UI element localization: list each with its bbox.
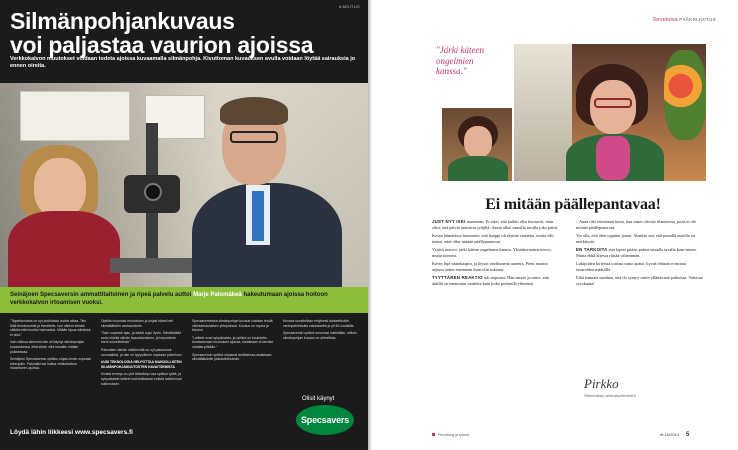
footer-mark-icon <box>432 433 435 436</box>
specsavers-logo: Specsavers <box>296 405 354 435</box>
editorial-paragraph: – Anna olla viimeinen kerta, kun sanot olevasi tilanteessa, jossa ei ole mitään päällepantavaa. <box>576 219 696 230</box>
paragraph-body: että lapset pitäisi pukea samalla tavalla kuin ennen. Mutta ehkä arjessa riittää vähemmän. <box>576 247 697 258</box>
editorial-paragraph: Lukijoiden kirjeissä toistuu sama ajatus: hyvää elämää ei mitata tavaroiden määrällä. <box>576 261 686 272</box>
man-hair <box>220 97 288 125</box>
editor-signature: Pirkko <box>584 376 619 391</box>
ad-paragraph: Specsaversin optikot ohjaavat tarvittaessa asiakkaan silmälääkärille jatkotutkimuksiin. <box>192 352 272 362</box>
footer-credit: Pia leberg ja ryhmä <box>438 433 469 437</box>
store-finder-line: Löydä lähin liikkeesi www.specsavers.fi <box>10 429 133 436</box>
editorial-column-1 <box>432 219 559 289</box>
fundus-camera <box>110 123 195 273</box>
ad-paragraph: Vain viikkoa aiemmin hän oli käynyt silmänpohjan kuvauksessa, eikä silloin ollut havaittu mitään poikkeavaa. <box>10 340 85 354</box>
paragraph-body: masennus. Ei siksi, että kaikki olisi huonosti, vaan siksi, että päivät tuntuivat tyhjiltä. Aamu alkoi samalla tavalla joka päivä. <box>432 219 559 230</box>
page-number: 5 <box>686 432 690 438</box>
editor-portrait-photo <box>514 44 706 181</box>
ad-subheading: UUSI TEKNOLOGIA HELPOTTAA MAHDOLLISTEN SILMÄNPOHJAMUUTOSTEN HAVAITSEMISTA <box>101 360 182 369</box>
editorial-paragraph: Kesän hämärässä huomasin, että kaappi oli täynnä vaatteita, mutta silti tuntui, ettei ollut mitään päällepantavaa. <box>432 233 554 244</box>
issue-number: et 15/2014 <box>660 432 679 437</box>
editorial-paragraph: Kävin läpi vaatekaapin, ja löysin unohtuneita aarteita. Pieni muutos arjessa auttoi enemmän kuin olin uskonut. <box>432 261 549 272</box>
green-band-text <box>10 291 358 307</box>
portrait-window <box>514 44 572 181</box>
headline-line-1: Silmänpohjankuvaus <box>10 8 235 34</box>
portrait-glasses <box>594 98 632 108</box>
portrait-scarf <box>596 136 630 180</box>
editorial-paragraph: Eikä kannata unohtaa, että ilo syntyy usein yllättävistä paikoista. Valoisaa syyskuuta! <box>576 275 703 286</box>
man-glasses <box>230 131 278 143</box>
camera-base <box>110 258 195 273</box>
editor-small-photo <box>442 108 512 181</box>
ad-column-4 <box>283 319 361 343</box>
paragraph-body: tuli nopeasti. Hän nauroi ja sanoi, että äidillä on enemmän vaatteita kuin koko perheellä yhteensä. <box>432 275 549 286</box>
green-band-suffix: hakeutumaan ajoissa hoitoon verkkokalvon irtoamisen vuoksi. <box>10 292 328 306</box>
portrait-flowers <box>664 50 706 140</box>
section-title: Tervetuloa <box>652 17 678 23</box>
green-band-prefix: Seinäjoen Specsaversin ammattitaitoinen ja ripeä palvelu auttoi <box>10 292 192 298</box>
ad-paragraph: Kivistä terveys on yhä tärkeämpi osa optikon työtä, ja nykyaikaiset laitteet mahdollistavat entistä tarkemman tutkimuksen. <box>101 372 182 386</box>
editorial-paragraph <box>432 219 559 230</box>
ad-subhead: Verkkokalvon muutokset voidaan todeta ajoissa kuvaamalla silmänpohja. Kivuttoman kuvauksen avulla voidaan löytää sairauksia jo ennen oireita. <box>10 56 356 69</box>
paragraph-lead: EN TARKOITA <box>576 247 608 252</box>
left-page-advertisement <box>0 0 368 450</box>
editorial-paragraph <box>432 275 559 286</box>
editorial-paragraph: Ystävä neuvoi: järki käteen ongelmien kanssa. Yksinkertainen neuvo, mutta toimiva. <box>432 247 552 258</box>
section-header <box>652 17 716 23</box>
headline-line-2: voi paljastaa vaurion ajoissa <box>10 32 314 58</box>
ad-paragraph: Specsaverseissa silmänpohjan kuvaus voidaan tehdä näöntarkastuksen yhteydessä. Kuvaus on nopea ja kivuton. <box>192 319 273 333</box>
page-footer-left <box>432 433 469 437</box>
editorial-column-2 <box>576 219 703 289</box>
editorial-paragraph <box>576 247 703 258</box>
ad-paragraph: Optikko huomasi muutoksen ja ohjasi hänet heti silmälääkärin vastaanotolle. <box>101 319 173 328</box>
ad-paragraph: "Tapahtumasta on nyt puolitoista vuotta aikaa. Tein töitä tietokoneella ja ihmettelin, kun näkeni silmää näkökenttä muuttui harmaaksi. Mitään kipua silmässä ei ollut." <box>10 319 91 337</box>
paragraph-lead: TYYTTÄREN REAKTIO <box>432 275 483 280</box>
ad-paragraph: Seinäjoen Specsaversin optikko ohjasi Annin nopeasti eteenpäin. Palomäki sai hoitoa verkkokalvon irtoamiseen ajoissa. <box>10 357 92 371</box>
ad-column-1 <box>10 319 92 374</box>
camera-lens-icon <box>144 183 162 201</box>
ad-green-band <box>0 287 368 313</box>
ad-headline <box>10 9 360 57</box>
page-footer-right <box>660 432 689 438</box>
section-subtitle: PÄÄKIRJOITUS <box>679 17 716 22</box>
editorial-title: Ei mitään päällepantavaa! <box>485 196 661 213</box>
ad-paragraph: Kuvaus suositellaan erityisesti diabeetikoille, verenpainetautia sairastaville ja yli 40-vuotiaille. <box>283 319 355 328</box>
small-photo-body <box>448 156 508 181</box>
green-band-highlight: Marje Palomäkeä <box>193 292 242 298</box>
ad-paragraph: Specsaversin optikot neuvovat mielellään, milloin silmänpohjan kuvaus on aiheellista. <box>283 331 357 340</box>
ad-column-2 <box>101 319 183 389</box>
optician-photo <box>0 83 368 287</box>
advertisement-tag: ILMOITUS <box>338 4 360 9</box>
ad-paragraph: Palomäen silmän näkökenttä on nyt palautunut normaaliksi, ja hän on tyytyväinen nopeaan palveluun. <box>101 347 183 357</box>
editorial-paragraph: Voi olla, että olen oppinut jotain. Ainakin sen, että pienillä asioilla on merkitystä. <box>576 233 696 244</box>
signature-caption: Päätoimittaja, pirkko@pirkkolehti.fi <box>584 394 636 398</box>
pull-quote: "Järki käteen ongelmien kanssa." <box>436 45 485 76</box>
ad-column-3 <box>192 319 274 365</box>
brand-invite: Olisit käynyt <box>302 396 335 402</box>
ad-paragraph: "Laitteet ovat nykyaikaisia, ja optikot on koulutettu tunnistamaan muutokset ajoissa. Asiakkaan ei tarvitse odottaa pitkään." <box>192 335 274 349</box>
woman-face <box>34 158 86 218</box>
ad-paragraph: "Sain nopeasti ajan, ja kaikki sujui hyvin. Silmälääkäri antoi ohjeita silmän lepuuttamiseen, ja toipuminen eteni suunnitellusti." <box>101 331 182 345</box>
woman-body <box>8 211 120 287</box>
small-photo-face <box>464 126 492 158</box>
man-tie <box>252 191 264 241</box>
paragraph-lead: JUST NYT ISKI <box>432 219 466 224</box>
